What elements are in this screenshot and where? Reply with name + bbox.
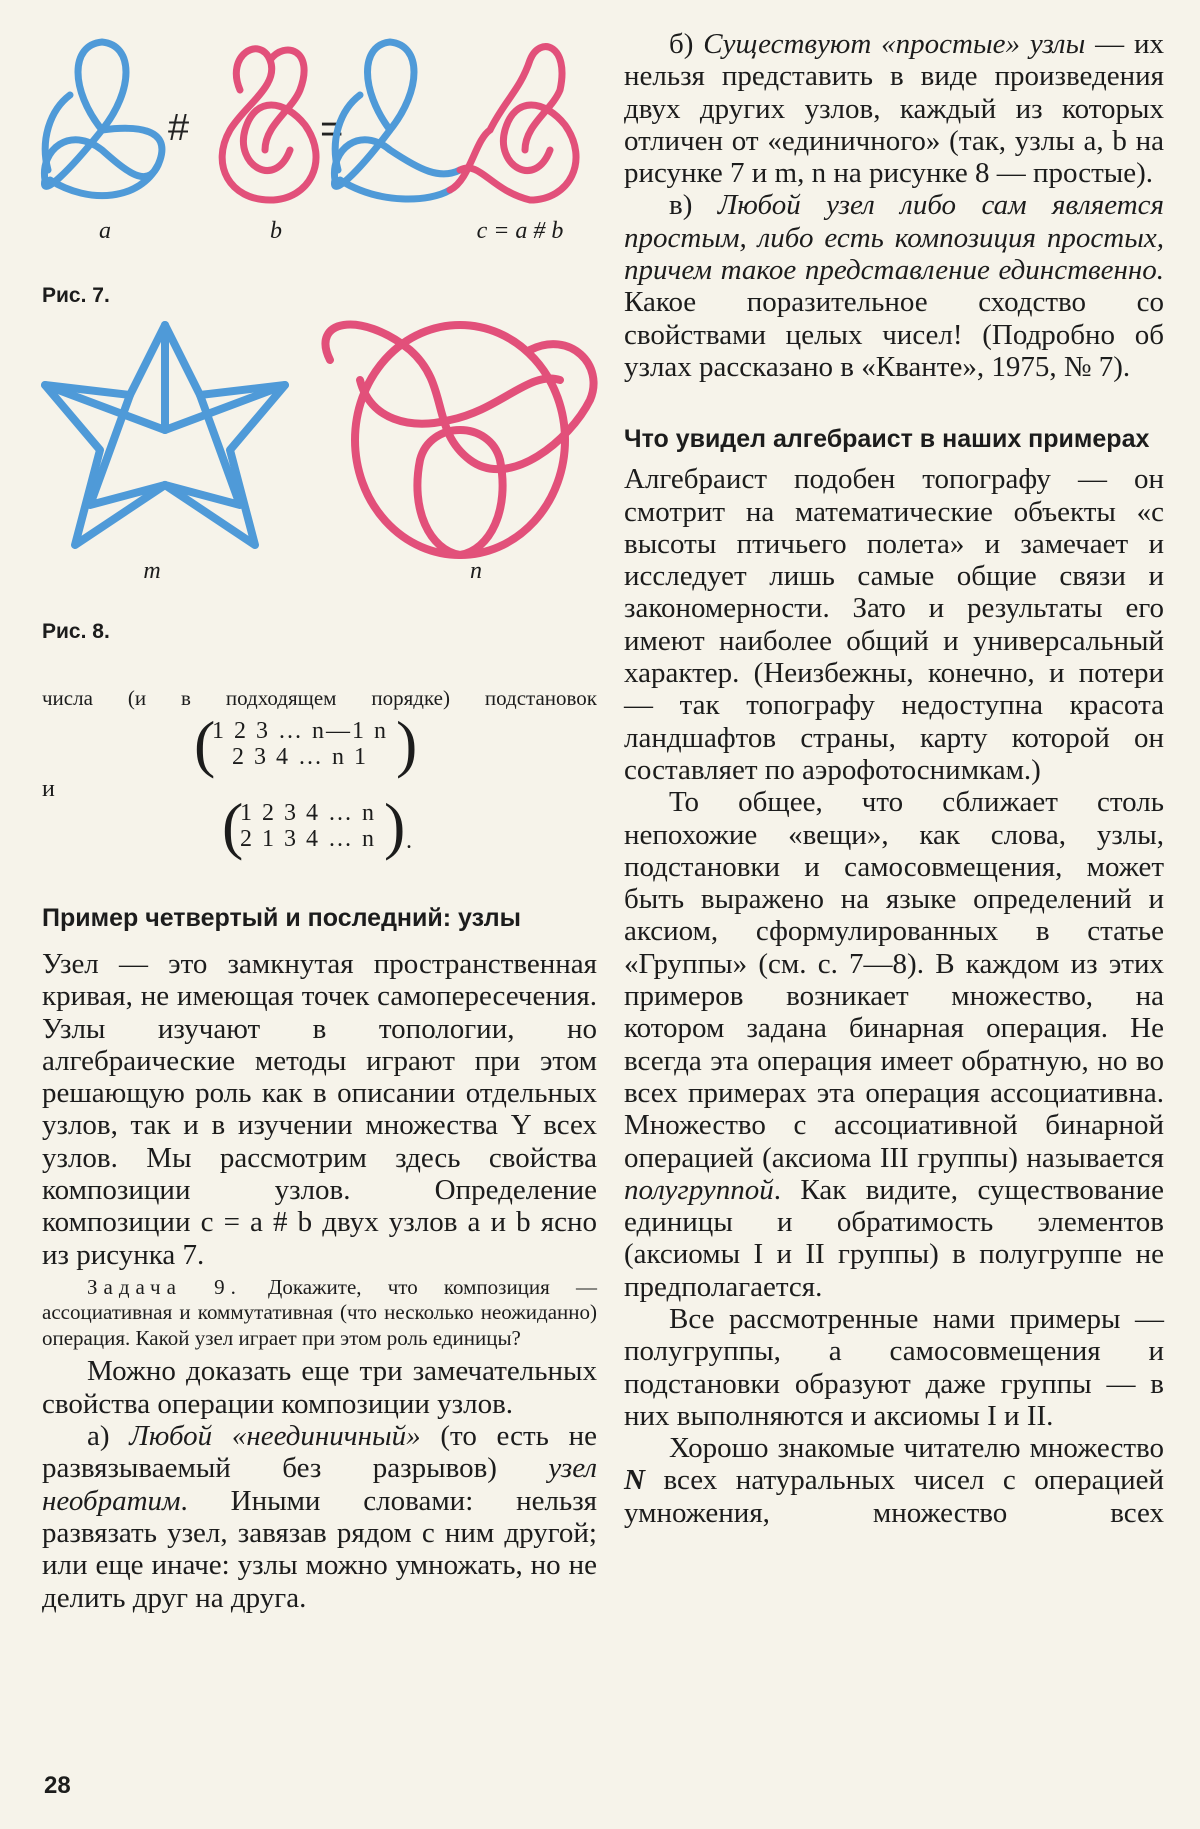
item-a-middle: (то есть не развязываемый без разрывов) xyxy=(42,1420,597,1485)
knots-paragraph-2: Можно доказать еще три замечательных свойства операции композиции узлов. xyxy=(42,1355,597,1420)
hash-symbol: # xyxy=(168,107,190,149)
and-word: и xyxy=(42,776,55,802)
left-column-body xyxy=(42,948,597,1614)
p4-end: всех натуральных чисел с операцией умножения, множество всех xyxy=(624,1464,1164,1529)
figure-eight-knot-b xyxy=(222,49,316,200)
figure-7-label-a: a xyxy=(99,218,111,244)
algebraist-paragraph-1: Алгебраист подобен топографу — он смотрит на математические объекты «с высоты птичьего полета» и замечает и исследует лишь самые общие связи и закономерности. Зато и результаты его имеют наиболее общий и универсальный характер. (Неизбежны, конечно, и потери — так топографу недоступна красота ландшафтов страны, карту которой он составляет по аэрофотоснимкам.) xyxy=(624,463,1164,786)
item-b-italic: Существуют «простые» узлы xyxy=(703,28,1086,60)
task-9-label: Задача 9. xyxy=(87,1274,242,1299)
permutation-1-bottom-row: 2 3 4 … n 1 xyxy=(232,744,368,770)
p2-end: . Как видите, существование единицы и обратимость элементов (аксиомы I и II группы) в полугруппе не предполагается. xyxy=(624,1173,1164,1303)
left-intro-line: числа (и в подходящем порядке) подстановок xyxy=(42,686,597,710)
figure-8-caption: Рис. 8. xyxy=(42,620,110,643)
equals-symbol: = xyxy=(320,107,344,151)
figure-7-label-b: b xyxy=(270,218,282,244)
page-number: 28 xyxy=(44,1772,71,1799)
knots-paragraph-3 xyxy=(42,1420,597,1614)
item-c-paragraph xyxy=(624,189,1164,383)
item-a-prefix: а) xyxy=(87,1420,130,1453)
task-9 xyxy=(42,1275,597,1352)
figure-7-knots xyxy=(30,30,630,220)
item-c-prefix: в) xyxy=(669,189,718,222)
item-a-italic-1: Любой «неединичный» xyxy=(129,1420,421,1453)
knots-paragraph-1: Узел — это замкнутая пространственная кривая, не имеющая точек самопересечения. Узлы изучают в топологии, но алгебраические методы играют при этом решающую роль как в описании отдельных узлов, так и в изучении множества Y всех узлов. Мы рассмотрим здесь свойства композиции узлов. Определение композиции c = a # b двух узлов a и b ясно из рисунка 7. xyxy=(42,948,597,1271)
p4-start: Хорошо знакомые читателю множество xyxy=(669,1432,1164,1465)
star-knot-m xyxy=(45,325,285,545)
p4-set-N: N xyxy=(624,1464,645,1497)
figure-8-label-n: n xyxy=(470,558,482,584)
algebraist-paragraph-4 xyxy=(624,1432,1164,1529)
left-paren: ( xyxy=(194,708,216,779)
permutation-1-top-row: 1 2 3 … n—1 n xyxy=(212,718,388,744)
item-a-italic-2: узел необратим xyxy=(42,1452,597,1517)
right-column-body xyxy=(624,28,1164,1529)
trefoil-knot-a xyxy=(44,42,161,196)
right-paren: ) xyxy=(396,708,418,779)
item-b-paragraph xyxy=(624,28,1164,189)
item-c-italic: Любой узел либо сам является простым, либо есть композиция простых, причем такое представление единственно. xyxy=(624,189,1164,287)
right-paren: ) xyxy=(384,790,406,861)
section-heading-algebraist: Что увидел алгебраист в наших примерах xyxy=(624,425,1150,454)
item-c-rest: Какое поразительное сходство со свойствами целых чисел! (Подробно об узлах рассказано в «Кванте», 1975, № 7). xyxy=(624,286,1164,383)
permutation-2-top-row: 1 2 3 4 … n xyxy=(240,800,376,826)
task-9-text: Докажите, что композиция — ассоциативная и коммутативная (что несколько неожиданно) операция. Какой узел играет при этом роль единицы? xyxy=(42,1274,597,1350)
p2-start: То общее, что сближает столь непохожие «вещи», как слова, узлы, подстановки и самосовмещения, может быть выражено на языке определений и аксиом, сформулированных в статье «Группы» (см. с. 7—8). В каждом из этих примеров возникает множество, на котором задана бинарная операция. Не всегда эта операция имеет обратную, но во всех примерах эта операция ассоциативна. Множество с ассоциативной бинарной операцией (аксиома III группы) называется xyxy=(624,786,1164,1174)
section-heading-knots: Пример четвертый и последний: узлы xyxy=(42,904,521,932)
left-paren: ( xyxy=(222,790,244,861)
figure-8-knots xyxy=(30,310,610,570)
item-a-rest: . Иными словами: нельзя развязать узел, завязав рядом с ним другой; или еще иначе: узлы можно умножать, но не делить друг на друга. xyxy=(42,1484,597,1614)
item-b-prefix: б) xyxy=(669,28,704,60)
knot-n xyxy=(325,325,593,555)
algebraist-paragraph-2 xyxy=(624,786,1164,1303)
p2-italic-semigroup: полугруппой xyxy=(624,1173,774,1206)
algebraist-paragraph-3: Все рассмотренные нами примеры — полугруппы, а самосовмещения и подстановки образуют даже группы — в них выполняются и аксиомы I и II. xyxy=(624,1302,1164,1432)
figure-7-label-c: c = a # b xyxy=(476,218,564,244)
permutation-2-period: . xyxy=(406,828,412,854)
permutation-1 xyxy=(194,708,418,779)
permutation-2-bottom-row: 2 1 3 4 … n xyxy=(240,826,376,852)
permutation-2 xyxy=(222,790,428,861)
figure-7-caption: Рис. 7. xyxy=(42,284,110,307)
item-b-rest: — их нельзя представить в виде произведения двух других узлов, каждый из которых отличен от «единичного» (так, узлы a, b на рисунке 7 и m, n на рисунке 8 — простые). xyxy=(624,28,1164,190)
composite-knot-c xyxy=(334,42,576,200)
figure-8-label-m: m xyxy=(143,558,161,584)
